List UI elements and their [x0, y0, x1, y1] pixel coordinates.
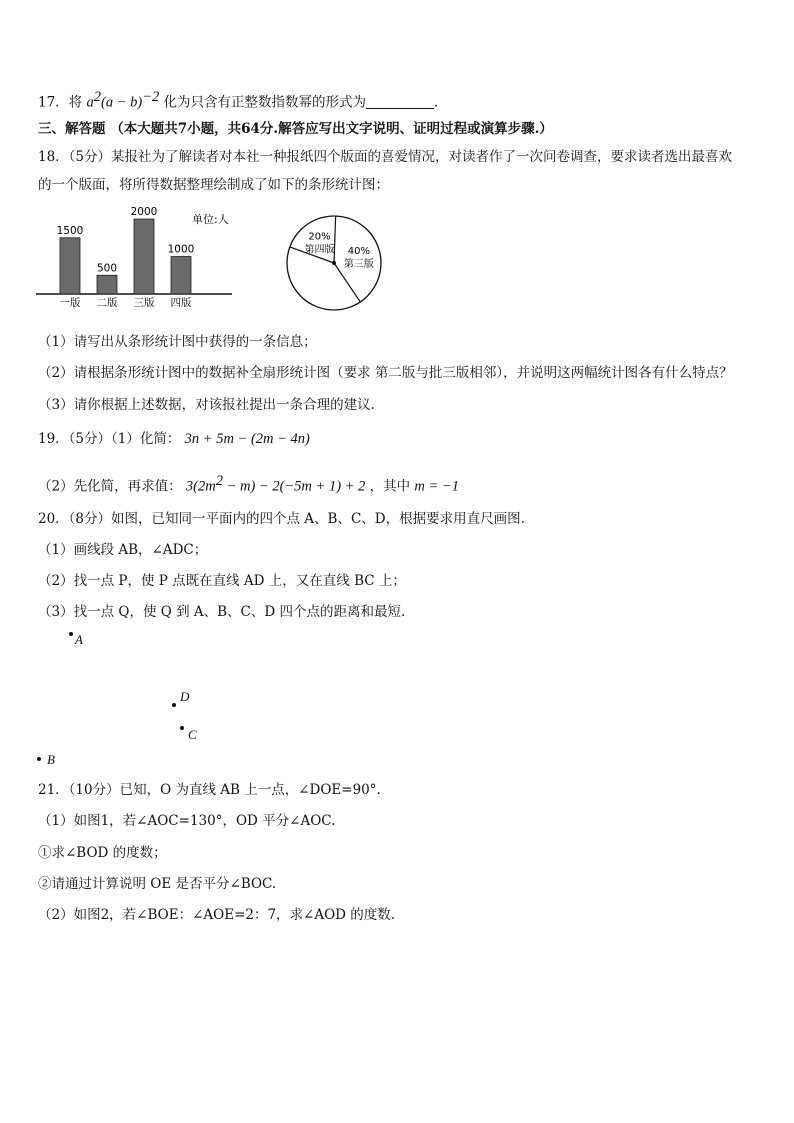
- bar-category-label-2: 二版: [96, 297, 118, 307]
- q19-line2-expr-sup: 2: [215, 473, 223, 489]
- q17-expr-a: a: [86, 94, 94, 111]
- bar-2: [97, 275, 117, 294]
- bar-category-label-4: 四版: [170, 297, 192, 307]
- bar-data-label-1: 1500: [56, 224, 84, 237]
- q17-expr-paren-sup: −2: [142, 89, 160, 105]
- point-b-dot: [37, 757, 41, 761]
- pie-percent-label-1: 20%: [308, 231, 331, 243]
- bar-category-label-1: 一版: [59, 297, 81, 307]
- bar-category-label-3: 三版: [133, 297, 155, 307]
- pie-chart: [280, 211, 390, 311]
- q17-end: ．: [434, 94, 448, 111]
- q17-text: 化为只含有正整数指数幂的形式为: [163, 94, 367, 111]
- bar-chart-unit-label: 单位:人: [192, 213, 229, 226]
- point-d-dot: [172, 703, 176, 707]
- q20-line-1: 20．（8分）如图，已知同一平面内的四个点 A、B、C、D，根据要求用直尺画图.: [38, 511, 525, 527]
- q20-sub-2: （2）找一点 P，使 P 点既在直线 AD 上，又在直线 BC 上；: [38, 573, 406, 589]
- q21-sub-1: （1）如图1，若∠AOC=130°，OD 平分∠AOC.: [38, 813, 336, 829]
- q20-sub-3: （3）找一点 Q，使 Q 到 A、B、C、D 四个点的距离和最短.: [38, 604, 406, 620]
- q21-sub-1a: ①求∠BOD 的度数；: [38, 845, 167, 861]
- bar-1: [60, 238, 80, 294]
- pie-center-dot: [332, 261, 336, 265]
- q21-sub-1b: ②请通过计算说明 OE 是否平分∠BOC.: [38, 876, 277, 892]
- q18-sub-1: （1）请写出从条形统计图中获得的一条信息；: [38, 334, 317, 350]
- question-19-part-2: [38, 472, 459, 496]
- q17-expr-paren: (a − b): [100, 94, 143, 111]
- bar-chart: [36, 202, 256, 307]
- q18-sub-2: （2）请根据条形统计图中的数据补全扇形统计图（要求 第二版与批三版相邻），并说明这两幅统计图各有什么特点？: [38, 365, 733, 381]
- pie-slice-label-2: 第三版: [343, 258, 374, 270]
- q20-sub-1: （1）画线段 AB，∠ADC；: [38, 542, 208, 558]
- q18-line-2: 的一个版面，将所得数据整理绘制成了如下的条形统计图：: [38, 177, 389, 193]
- pie-percent-label-2: 40%: [347, 245, 370, 257]
- bar-data-label-3: 2000: [130, 206, 158, 218]
- q19-line1-expr: 3n + 5m − (2m − 4n): [184, 431, 310, 447]
- q18-sub-3: （3）请你根据上述数据，对该报社提出一条合理的建议.: [38, 397, 375, 413]
- point-b-label: B: [47, 752, 55, 767]
- bar-data-label-2: 500: [96, 262, 118, 275]
- q19-line2-mid: ，其中: [369, 478, 411, 495]
- q17-answer-blank: [366, 94, 434, 109]
- q19-line2-expr-a: 3(2m: [185, 478, 216, 495]
- q17-number: 17．将: [38, 94, 83, 111]
- bar-data-label-4: 1000: [167, 243, 195, 256]
- bar-3: [134, 219, 154, 294]
- question-19-part-1: [38, 430, 310, 448]
- q21-line-1: 21．（10分）已知，O 为直线 AB 上一点，∠DOE=90°.: [38, 782, 381, 798]
- q19-line2-expr-b: − m) − 2(−5m + 1) + 2: [222, 478, 366, 495]
- q19-line2-prefix: （2）先化简，再求值：: [38, 478, 182, 495]
- question-17: [38, 88, 448, 112]
- pie-slice-label-1: 第四版: [304, 244, 335, 256]
- q19-line1-prefix: 19．（5分）（1）化简：: [38, 431, 181, 447]
- q21-sub-2: （2）如图2，若∠BOE：∠AOE=2：7，求∠AOD 的度数.: [38, 907, 396, 923]
- point-c-label: C: [188, 727, 197, 742]
- point-a-dot: [69, 632, 73, 636]
- point-a-label: A: [75, 632, 83, 647]
- point-d-label: D: [180, 689, 190, 704]
- section-3-heading: 三、解答题 （本大题共7小题，共64分.解答应写出文字说明、证明过程或演算步骤.）: [38, 121, 553, 137]
- q18-line-1: 18．（5分）某报社为了解读者对本社一种报纸四个版面的喜爱情况，对读者作了一次问卷调查，要求读者选出最喜欢: [38, 149, 733, 165]
- point-c-dot: [180, 726, 184, 730]
- q17-expr-a-sup: 2: [93, 89, 101, 105]
- q19-line2-cond: m = −1: [414, 478, 459, 495]
- bar-4: [171, 257, 191, 295]
